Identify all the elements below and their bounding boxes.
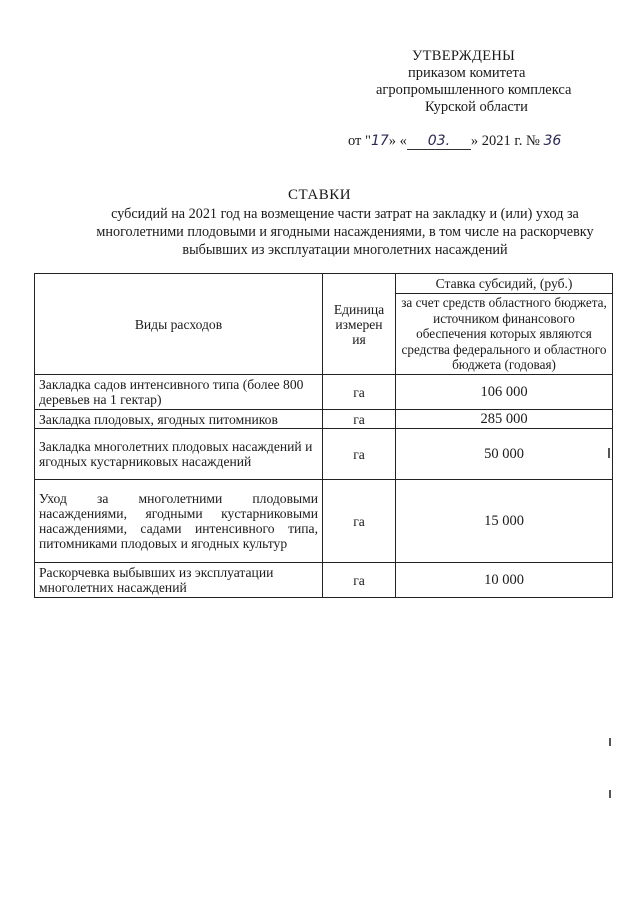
unit-cell: га <box>323 410 396 429</box>
rate-cell: 15 000 <box>396 480 613 563</box>
scan-mark <box>608 448 610 458</box>
table-row <box>35 563 613 598</box>
table-header-row <box>35 274 613 294</box>
order-year: » 2021 г. № <box>470 133 540 149</box>
order-date-line <box>348 133 561 150</box>
document-subtitle: субсидий на 2021 год на возмещение части затрат на закладку и (или) уход за многолетними плодовыми и ягодными насаждениями, в том числе на раскорчевку выбывших из эксплуатации многолетних насаждений <box>96 206 594 258</box>
unit-cell: га <box>323 563 396 598</box>
header-unit: Единица измерен ия <box>323 274 396 375</box>
header-rate: Ставка субсидий, (руб.) <box>396 274 613 294</box>
unit-cell: га <box>323 375 396 410</box>
approval-line: приказом комитета <box>408 65 526 81</box>
approval-line: Курской области <box>425 99 528 115</box>
approval-line: агропромышленного комплекса <box>376 82 572 98</box>
order-month: 03. <box>407 133 471 150</box>
rate-cell: 10 000 <box>396 563 613 598</box>
table-row <box>35 480 613 563</box>
rate-cell: 50 000 <box>396 429 613 480</box>
unit-cell: га <box>323 429 396 480</box>
expense-type-cell: Закладка плодовых, ягодных питомников <box>35 410 323 429</box>
unit-cell: га <box>323 480 396 563</box>
rates-table <box>34 273 613 598</box>
scan-mark <box>609 790 611 798</box>
rate-cell: 285 000 <box>396 410 613 429</box>
table-row <box>35 410 613 429</box>
header-expense-type: Виды расходов <box>35 274 323 375</box>
table-row <box>35 375 613 410</box>
approval-title: УТВЕРЖДЕНЫ <box>412 48 516 64</box>
expense-type-cell: Закладка многолетних плодовых насаждений и ягодных кустарниковых насаждений <box>35 429 323 480</box>
scan-mark <box>609 738 611 746</box>
rate-cell: 106 000 <box>396 375 613 410</box>
order-day: 17 <box>370 133 389 149</box>
expense-type-cell: Закладка садов интенсивного типа (более 800 деревьев на 1 гектар) <box>35 375 323 410</box>
header-rate-source: за счет средств областного бюджета, источником финансового обеспечения которых являются средства федерального и областного бюджета (годовая) <box>396 294 613 375</box>
order-mid: » « <box>388 133 407 149</box>
order-number: 36 <box>543 133 562 149</box>
order-prefix: от " <box>348 133 371 149</box>
table-row <box>35 429 613 480</box>
expense-type-cell: Раскорчевка выбывших из эксплуатации многолетних насаждений <box>35 563 323 598</box>
approval-block <box>340 48 600 116</box>
document-title: СТАВКИ <box>287 187 352 203</box>
expense-type-cell: Уход за многолетними плодовыми насаждениями, ягодными кустарниковыми насаждениями, садами интенсивного типа, питомниками плодовых и ягодных культур <box>35 480 323 563</box>
